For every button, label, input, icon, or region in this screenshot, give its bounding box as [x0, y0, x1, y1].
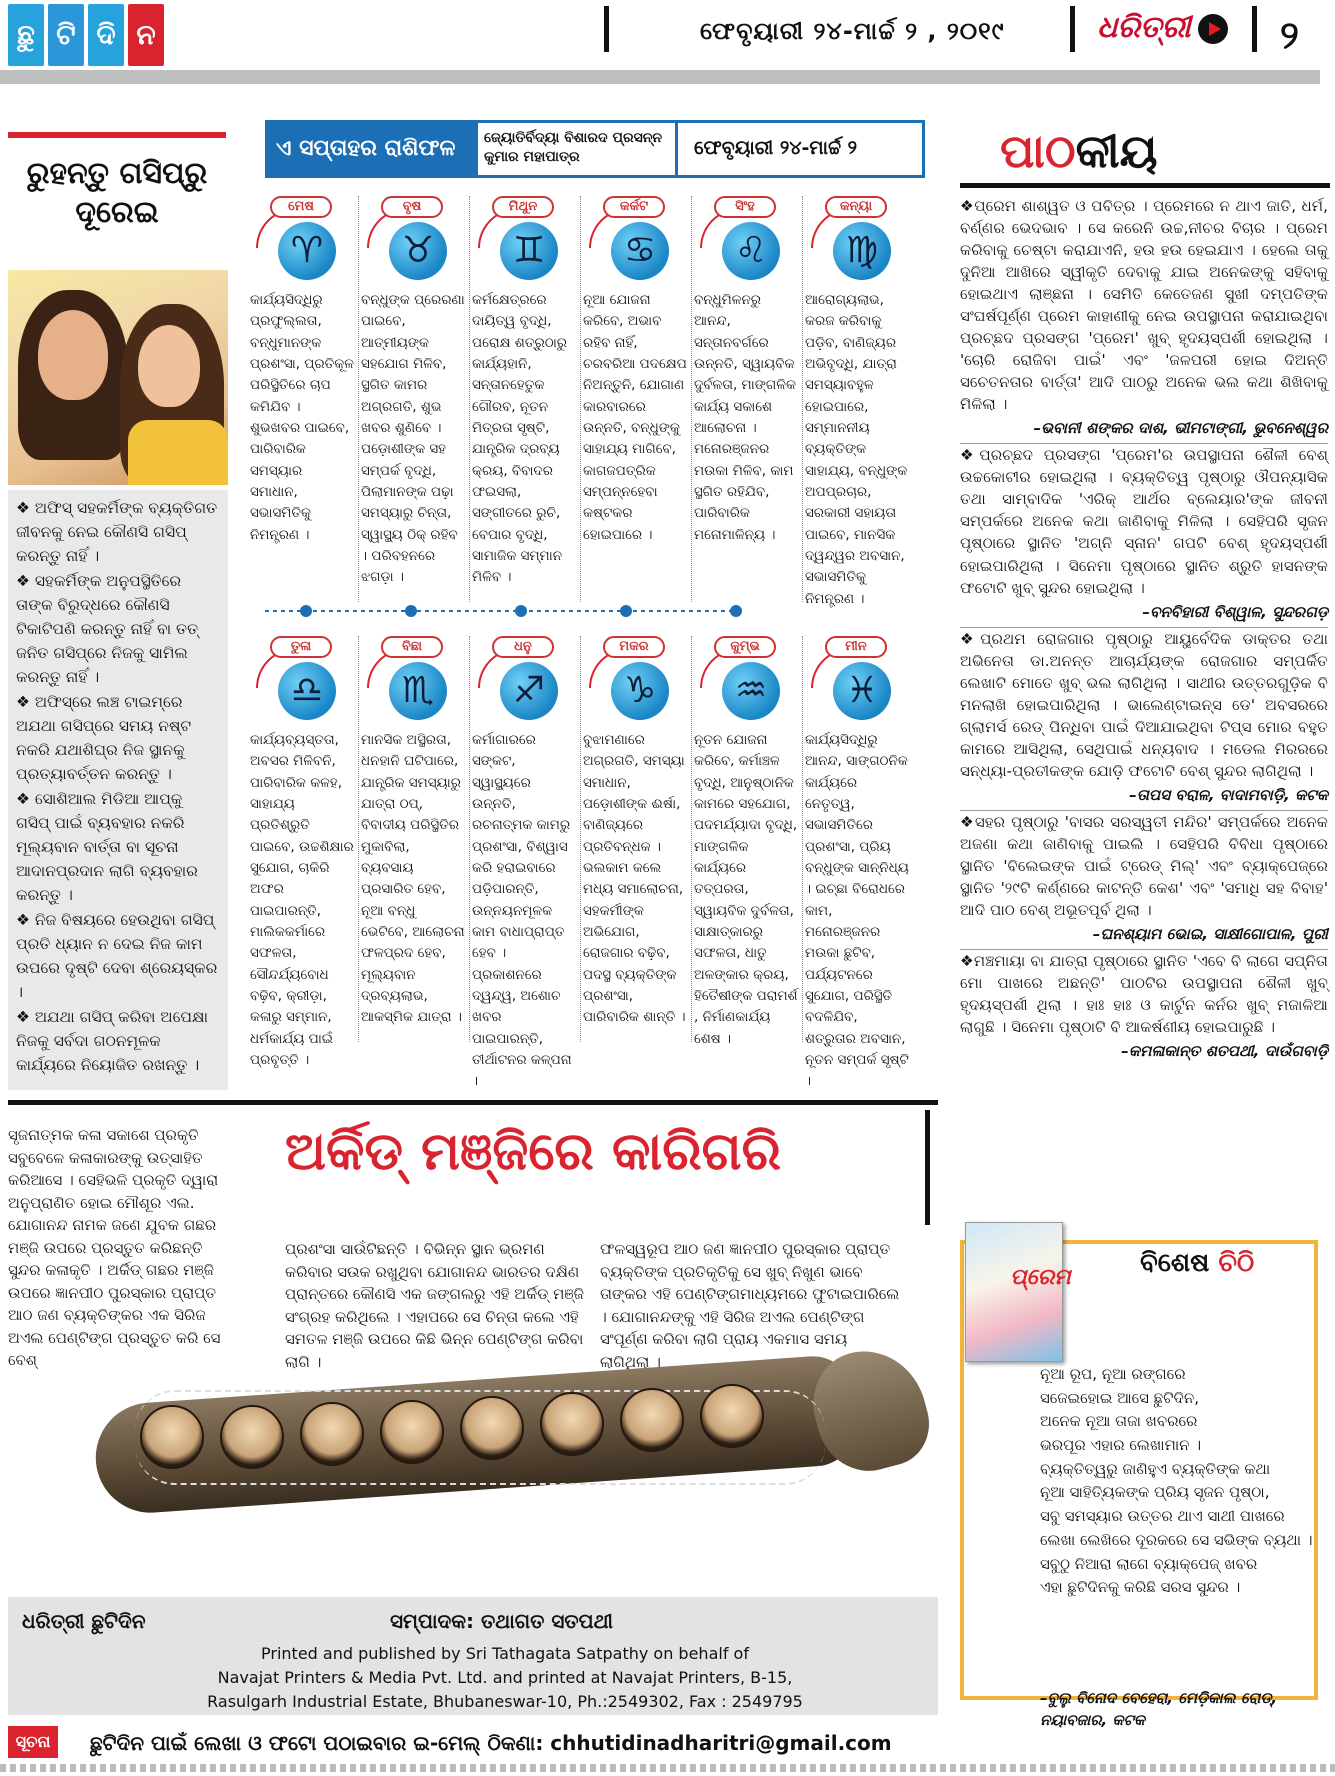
brand-letter: ଛୁ: [8, 4, 44, 66]
sign-text: ମାନସିକ ଅସ୍ଥିରତା, ଧନହାନି ଘଟିପାରେ, ଯାନ୍ତ୍ରିକ ସମସ୍ୟାରୁ ଯାତ୍ରା ଠପ୍, ବିବାଦୀୟ ପରିସ୍ଥିତିର ମୁକାବିଲା, ବ୍ୟବସାୟ ପ୍ରସାରିତ ହେବ, ନୂଆ ବନ୍ଧୁ ଭେଟିବେ, ଆଲୋଚନା ଫଳପ୍ରଦ ହେବ, ମୂଲ୍ୟବାନ ଦ୍ରବ୍ୟଲାଭ, ଆକସ୍ମିକ ଯାତ୍ରା ।: [361, 732, 465, 1026]
poem-line: ନୂଆ ସାହିତ୍ୟିକଙ୍କ ପ୍ରିୟ ସୃଜନ ପୃଷ୍ଠା,: [1040, 1483, 1270, 1502]
sign-text: କାର୍ଯ୍ୟସିଦ୍ଧିରୁ ଆନନ୍ଦ, ସାଙ୍ଗଠନିକ କାର୍ଯ୍ୟରେ ନେତୃତ୍ୱ, ସଭାସମିତିରେ ପ୍ରଶଂସା, ପ୍ରିୟ ବନ୍ଧୁଙ୍କ ସାନ୍ନିଧ୍ୟ । ଇଚ୍ଛା ବିରୋଧରେ କାମ, ମନୋରଞ୍ଜନର ମଉକା ଛୁଟିବ, ପର୍ଯ୍ୟଟନରେ ସୁଯୋଗ, ପରିସ୍ଥିତି ବଦଳିଯିବ, ଶତ୍ରୁତାର ଅବସାନ, ନୂତନ ସମ୍ପର୍କ ସୃଷ୍ଟି ।: [805, 732, 909, 1090]
brand-letter: ଦି: [88, 4, 124, 66]
poem-line: ଅନେକ ନୂଆ ତାଜା ଖବରରେ: [1040, 1412, 1198, 1431]
article-column: ପ୍ରଶଂସା ସାଉଁଟିଛନ୍ତି । ବିଭିନ୍ନ ସ୍ଥାନ ଭ୍ରମଣ କରିବାର ସଉକ ରଖୁଥିବା ଯୋଗାନନ୍ଦ ଭାରତର ଦକ୍ଷିଣ ପ୍ରାନ୍ତରେ କୌଣସି ଏକ ଜଙ୍ଗଲରୁ ଏହି ଅର୍କିଡ୍ ମଞ୍ଜି ସଂଗ୍ରହ କରିଥିଲେ । ଏହାପରେ ସେ ଚିନ୍ତା କଲେ ଏହି ସମତଳ ମଞ୍ଜି ଉପରେ କିଛି ଭିନ୍ନ ପେଣ୍ଟିଙ୍ଗ କରିବା ଲାଗି ।: [285, 1240, 585, 1371]
separator-dot: [515, 605, 527, 617]
poem-line: ଭରପୂର ଏହାର ଲେଖାମାନ ।: [1040, 1436, 1202, 1455]
title-part: ଚିଠି: [1218, 1248, 1255, 1278]
orchid-seed-photo: [95, 1350, 915, 1500]
editor-name: ସମ୍ପାଦକ: ତଥାଗତ ସତପଥୀ: [390, 1609, 613, 1633]
portrait-painting: [220, 1405, 284, 1469]
masthead: [0, 0, 1335, 86]
aquarius-icon: ♒: [722, 662, 780, 720]
article-column: ସୃଜନାତ୍ମକ କଳା ସକାଶେ ପ୍ରକୃତି ସବୁବେଳେ କଳାକାରଙ୍କୁ ଉତ୍ସାହିତ କରିଆସେ । ସେହିଭଳି ପ୍ରକୃତି ଦ୍ୱାରା ଅନୁପ୍ରାଣିତ ହୋଇ ମୌଶୂର ଏଲ. ଯୋଗାନନ୍ଦ ନାମକ ଜଣେ ଯୁବକ ଗଛର ମଞ୍ଜି ଉପରେ ପ୍ରସ୍ତୁତ କରିଛନ୍ତି ସୁନ୍ଦର କଳାକୃତି । ଅର୍କିଡ୍ ଗଛର ମଞ୍ଜି ଉପରେ ଜ୍ଞାନପୀଠ ପୁରସ୍କାର ପ୍ରାପ୍ତ ଆଠ ଜଣ ବ୍ୟକ୍ତିଙ୍କର ଏକ ସିରିଜ ଅଏଲ ପେଣ୍ଟିଙ୍ଗ ପ୍ରସ୍ତୁତ କରି ସେ ବେଶ୍: [8, 1126, 221, 1369]
reader-letter: ❖ପ୍ରଚ୍ଛଦ ପ୍ରସଙ୍ଗ 'ପ୍ରେମ'ର ଉପସ୍ଥାପନା ଶୈଳୀ ବେଶ୍ ଉଚ୍ଚକୋଟୀର ହୋଇଥିଲା । ବ୍ୟକ୍ତିତ୍ୱ ପୃଷ୍ଠାରୁ ଔପନ୍ୟାସିକ ତଥା ସାମ୍ବାଦିକ 'ଏରିକ୍ ଆର୍ଥର ବ୍ଲେୟାର'ଙ୍କ ଜୀବନୀ ସମ୍ପର୍କରେ ଅନେକ କଥା ଜାଣିବାକୁ ମିଳିଲା । ସେହିପରି ସୃଜନ ପୃଷ୍ଠାରେ ସ୍ଥାନିତ 'ଅଗ୍ନି ସ୍ନାନ' ଗପଟି ବେଶ୍ ହୃଦୟସ୍ପର୍ଶୀ ହୋଇପାରିଥିଲା । ସିନେମା ପୃଷ୍ଠାରେ ସ୍ଥାନିତ ଶ୍ରୁତି ହାସନଙ୍କ ଫଟୋଟି ଖୁବ୍ ସୁନ୍ଦର ହୋଇଥିଲା ।: [960, 446, 1328, 597]
letter-signature: –ତାପସ ବରାଳ, ବାଦାମବାଡ଼ି, କଟକ: [1129, 785, 1328, 804]
zodiac-cancer: [581, 196, 692, 602]
poem-line: ଲେଖା ଲେଖିରେ ଦୂରକରେ ସେ ସଭିଙ୍କ ବ୍ୟଥା ।: [1040, 1530, 1313, 1549]
sign-name: କର୍କଟ: [603, 196, 665, 218]
cover-title: ପ୍ରେମ: [1010, 1265, 1071, 1290]
gossip-tip: ❖ ଅଫିସ୍ ସହକର୍ମିଙ୍କ ବ୍ୟକ୍ତିଗତ ଜୀବନକୁ ନେଇ କୌଣସି ଗସିପ୍ କରନ୍ତୁ ନାହିଁ ।: [16, 499, 218, 566]
portrait-painting: [380, 1400, 444, 1464]
divider: [604, 6, 609, 52]
special-letter-title: [1140, 1245, 1254, 1283]
portrait-painting: [620, 1388, 684, 1452]
reader-letter: ❖ପ୍ରଥମ ରୋଜଗାର ପୃଷ୍ଠାରୁ ଆୟୁର୍ବେଦିକ ଡାକ୍ତର ତଥା ଅଭିନେତା ଡା.ଅନନ୍ତ ଆଚାର୍ଯ୍ୟଙ୍କ ରୋଜଗାର ସମ୍ପର୍କିତ ଲେଖାଟି ମୋତେ ଖୁବ୍ ଭଲ ଲାଗିଥିଲା । ସାଥୀର ଉତ୍ତରଗୁଡ଼ିକ ବି ମନଲାଖି ହୋଇପାରିଥିଲା । ଭାଲେଣ୍ଟାଇନ୍ସ ଡେ' ଅବସରରେ ଗ୍ଲାମର୍ସ ରେଡ୍ ପିନ୍ଧିବା ପାଇଁ ଦିଆଯାଇଥିବା ଟିପ୍ସ ମୋର ବହୁତ କାମରେ ଆସିଥିଲା, ସେଥିପାଇଁ ଧନ୍ୟବାଦ । ମଡେଲ ମିରରରେ ସନ୍ଧ୍ୟା-ପ୍ରତୀକଙ୍କ ଯୋଡ଼ି ଫଟୋଟି ବେଶ୍ ସୁନ୍ଦର ଲାଗିଥିଲା ।: [960, 629, 1328, 780]
photo-face: [38, 310, 108, 400]
zodiac-row-2: [248, 636, 918, 1090]
sign-name: ମକର: [603, 636, 665, 658]
zodiac-row-1: [248, 196, 918, 607]
sign-name: ବିଛା: [381, 636, 443, 658]
separator-dot: [300, 605, 312, 617]
zodiac-scorpio: [359, 636, 470, 1042]
letters-rule: [960, 183, 1330, 188]
special-letter-signature: –ବୁଲୁ ବିନୋଦ ବେହେରା, ମେଡ଼ିକାଲ ରୋଡ୍, ନୟାବଜାର, କଟକ: [1040, 1689, 1278, 1729]
zodiac-gemini: [470, 196, 581, 602]
zodiac-pisces: [803, 636, 914, 1090]
newspaper-logo: ଧରିତ୍ରୀ: [1097, 10, 1191, 45]
sign-name: ମୀନ: [825, 636, 887, 658]
gossip-photo: [8, 270, 228, 485]
header-rule: [0, 70, 1320, 84]
title-part: ପାଠ: [1000, 124, 1076, 178]
zodiac-aquarius: [692, 636, 803, 1047]
letter-signature: –ଘନଶ୍ୟାମ ଭୋଇ, ସାକ୍ଷୀଗୋପାଳ, ପୁରୀ: [1092, 925, 1328, 943]
poem-line: ଏହା ଛୁଟିଦିନକୁ କରିଛି ସରସ ସୁନ୍ଦର ।: [1040, 1578, 1241, 1597]
sign-name: ବୃଷ: [381, 196, 443, 218]
footer-rule: [0, 1764, 1335, 1772]
photo-face: [138, 325, 200, 407]
reader-letter: ❖ପ୍ରେମ ଶାଶ୍ୱତ ଓ ପବିତ୍ର । ପ୍ରେମରେ ନ ଥାଏ ଜାତି, ଧର୍ମ, ବର୍ଣ୍ଣର ଭେଦଭାବ । ସେ କରେନି ଉଚ୍ଚ,ନୀଚର ବିଚାର । ପ୍ରେମ କରିବାକୁ ଚେଷ୍ଟା କରାଯାଏନି, ହଉ ହଉ ହେଇଯାଏ । ହେଲେ ତାକୁ ଦୁନିଆ ଆଖିରେ ସ୍ୱୀକୃତି ଦେବାକୁ ଯାଇ ଅନେକଙ୍କୁ ସହିବାକୁ ହୋଇଥାଏ ଲାଞ୍ଛନା । ସେମିତି କେତେଜଣ ସୁଖୀ ଦମ୍ପତିଙ୍କ ସଂଘର୍ଷପୂର୍ଣ୍ଣ ପ୍ରେମ କାହାଣୀକୁ ନେଇ ଉପସ୍ଥାପନା କରାଯାଇଥିବା ପ୍ରଚ୍ଛଦ ପ୍ରସଙ୍ଗ 'ପ୍ରେମ' ଖୁବ୍ ହୃଦୟସ୍ପର୍ଶୀ ହୋଇଥିଲା । 'ଚୋରି ରୋଜିବା ପାଇଁ' ଏବଂ 'ଜଳପରୀ ହୋଇ ଦିଅନ୍ତି ସଚେତନତାର ବାର୍ତ୍ତା' ଆଦି ପାଠରୁ ଅନେକ ଭଲ କଥା ଶିଖିବାକୁ ମିଳିଲା ।: [960, 197, 1328, 414]
separator-dot: [405, 605, 417, 617]
portrait-painting: [300, 1402, 364, 1466]
sign-name: ମେଷ: [270, 196, 332, 218]
sign-name: ତୁଳା: [270, 636, 332, 658]
gossip-tip: ❖ ସହକର୍ମିଙ୍କ ଅନୁପସ୍ଥିତିରେ ତାଙ୍କ ବିରୁଦ୍ଧରେ କୌଣସି ଟିକାଟିପଣି କରନ୍ତୁ ନାହିଁ ବା ତତ୍ ଜନିତ ଗସିପ୍‌ରେ ନିଜକୁ ସାମିଲ କରନ୍ତୁ ନାହିଁ ।: [16, 572, 199, 687]
sign-text: ନୂଆ ଯୋଜନା କରିବେ, ଅଭାବ ରହିବ ନାହିଁ, ଚରବରିଆ ପଦକ୍ଷେପ ନିଅନ୍ତୁନି, ଯୋଗାଣ କାରବାରରେ ଉନ୍ନତି, ବନ୍ଧୁଙ୍କୁ ସାହାଯ୍ୟ ମାଗିବେ, କାଗଜପତ୍ରିକ ସମ୍ପନ୍ନହେବା କଷ୍ଟକର ହୋଇପାରେ ।: [583, 292, 687, 543]
sign-text: କର୍ମାଗାରରେ ସଙ୍କଟ, ସ୍ୱାସ୍ଥ୍ୟରେ ଉନ୍ନତି, ରଚନାତ୍ମକ କାମରୁ ପ୍ରଶଂସା, ବିଶ୍ୱାସ କରି ହରାଇବାରେ ପଡ଼ିପାରନ୍ତି, ଉନ୍ନୟନମୂଳକ କାମ ବାଧାପ୍ରାପ୍ତ ହେବ । ପ୍ରକାଶନରେ ଦ୍ୱନ୍ଦ୍ୱ, ଅଶୋଚ ଖବର ପାଇପାରନ୍ତି, ତୀର୍ଥାଟନର କଳ୍ପନା ।: [472, 732, 572, 1090]
sign-text: କାର୍ଯ୍ୟବ୍ୟସ୍ତତା, ଅବସର ମିଳିବନି, ପାରିବାରିକ କଳହ, ସାହାଯ୍ୟ ପ୍ରତିଶ୍ରୁତି ପାଇବେ, ଉଚ୍ଚଶିକ୍ଷାର ସୁଯୋଗ, ଚାକିରି ଅଫର ପାଇପାରନ୍ତି, ମାଲିକକର୍ମାରେ ସଫଳତା, ସୌନ୍ଦର୍ଯ୍ୟବୋଧ ବଢ଼ିବ, କ୍ରୀଡ଼ା, କଳାରୁ ସମ୍ମାନ, ଧର୍ମକାର୍ଯ୍ୟ ପାଇଁ ପ୍ରବୃତ୍ତି ।: [250, 732, 354, 1068]
gossip-title: ରୁହନ୍ତୁ ଗସିପ୍‌ରୁ ଦୂରେଇ: [8, 132, 226, 252]
imprint-text: [175, 1642, 835, 1714]
zodiac-aries: [248, 196, 359, 602]
aries-icon: ♈: [278, 222, 336, 280]
reader-letter: ❖ସହର ପୃଷ୍ଠାରୁ 'ବାସର ସରସ୍ୱତୀ ମନ୍ଦିର' ସମ୍ପର୍କରେ ଅନେକ ଅଜଣା କଥା ଜାଣିବାକୁ ପାଇଲି । ସେହିପରି ବିବିଧା ପୃଷ୍ଠାରେ ସ୍ଥାନିତ 'ବିଲେଇଙ୍କ ପାଇଁ ଟ୍ରେଡ୍ ମିଲ୍' ଏବଂ ବ୍ୟାକ୍‌ପେଜ୍‌ରେ ସ୍ଥାନିତ '୨୯ଟି କର୍ଣ୍ଣରେ କାଟନ୍ତି କେଶ' ଏବଂ 'ସମାଧି ସହ ବିବାହ' ଆଦି ପାଠ ବେଶ୍ ଅଭୂତପୂର୍ବ ଥିଲା ।: [960, 812, 1328, 919]
gossip-tip: ❖ ନିଜ ବିଷୟରେ ହେଉଥିବା ଗସିପ୍ ପ୍ରତି ଧ୍ୟାନ ନ ଦେଇ ନିଜ କାମ ଉପରେ ଦୃଷ୍ଟି ଦେବା ଶ୍ରେୟସ୍କର ।: [16, 911, 218, 1002]
play-icon: [1198, 14, 1228, 44]
portrait-painting: [700, 1384, 764, 1448]
portrait-painting: [140, 1405, 204, 1469]
gossip-tips: [8, 490, 228, 1090]
dotted-separator: [265, 610, 745, 612]
article-title-bar: [925, 1110, 930, 1225]
rashifal-dates: ଫେବୃୟାରୀ ୨୪-ମାର୍ଚ୍ଚ ୨: [694, 137, 858, 160]
letters-list: [960, 195, 1328, 1066]
page-number: ୨: [1280, 13, 1299, 57]
sign-text: ବନ୍ଧୁମିଳନରୁ ଆନନ୍ଦ, ସନ୍ତାନବର୍ଗରେ ଉନ୍ନତି, ସ୍ୱାୟବିକ ଦୁର୍ବଳତା, ମାଙ୍ଗଳିକ କାର୍ଯ୍ୟ ସକାଶେ ଆଲୋଚନା । ମନୋରଞ୍ଜନର ମଉକା ମିଳିବ, କାମ ସ୍ଥଗିତ ରହିଯିବ, ପାରିବାରିକ ମନୋମାଳିନ୍ୟ ।: [694, 292, 797, 543]
divider: [1252, 6, 1257, 52]
gossip-tip: ❖ ଅଯଥା ଗସିପ୍ କରିବା ଅପେକ୍ଷା ନିଜକୁ ସର୍ବଦା ଗଠନମୂଳକ କାର୍ଯ୍ୟରେ ନିୟୋଜିତ ରଖନ୍ତୁ ।: [16, 1008, 209, 1075]
special-letter-poem: [1040, 1363, 1320, 1600]
brand-letter: ଟି: [48, 4, 84, 66]
sign-name: କନ୍ୟା: [825, 196, 887, 218]
sign-text: ଆରୋଗ୍ୟଲାଭ, କରଜ କରିବାକୁ ପଡ଼ିବ, ବାଣିଜ୍ୟର ଅଭିବୃଦ୍ଧି, ଯାତ୍ରା ସମସ୍ୟାବହୁଳ ହୋଇପାରେ, ସମ୍ମାନନୀୟ ବ୍ୟକ୍ତିଙ୍କ ସାହାଯ୍ୟ, ବନ୍ଧୁଙ୍କ ଅପପ୍ରଚାର, ସରକାରୀ ସହାୟତା ପାଇବେ, ମାନସିକ ଦ୍ୱନ୍ଦ୍ୱର ଅବସାନ, ସଭାସମିତିକୁ ନିମନ୍ତ୍ରଣ ।: [805, 292, 908, 607]
sign-text: ନୂତନ ଯୋଜନା କରିବେ, କର୍ମାଞ୍ଚଳ ବୃଦ୍ଧି, ଆନୁଷ୍ଠାନିକ କାମରେ ସହଯୋଗ, ପଦମର୍ଯ୍ୟାଦା ବୃଦ୍ଧି, ମାଙ୍ଗଳିକ କାର୍ଯ୍ୟରେ ତତ୍ପରତା, ସ୍ୱାୟବିକ ଦୁର୍ବଳତା, ସାକ୍ଷାତ୍କାରରୁ ସଫଳତା, ଧାତୁ ଅଳଙ୍କାର କ୍ରୟ, ହିତୈଷୀଙ୍କ ପରାମର୍ଶ , ନିର୍ମାଣକାର୍ଯ୍ୟ ଶେଷ ।: [694, 732, 798, 1047]
portrait-painting: [540, 1392, 604, 1456]
letter-signature: –ବନବିହାରୀ ବିଶ୍ୱାଳ, ସୁନ୍ଦରଗଡ଼: [1142, 602, 1328, 621]
reader-letter: ❖ମଞ୍ଚମାୟା ବା ଯାତ୍ରା ପୃଷ୍ଠାରେ ସ୍ଥାନିତ 'ଏବେ ବି ଲାଗେ ସପ୍ନିତା ମୋ ପାଖରେ ଅଛନ୍ତି' ପାଠଟିର ଉପସ୍ଥାପନା ଶୈଳୀ ଖୁବ୍ ହୃଦୟସ୍ପର୍ଶୀ ଥିଲା । ହାଃ ହାଃ ଓ କାର୍ଟୁନ କର୍ନର ଖୁବ୍ ମଜାଳିଆ ଲାଗୁଛି । ସିନେମା ପୃଷ୍ଠାଟି ବି ଆକର୍ଷଣୀୟ ହୋଇପାରୁଛି ।: [960, 952, 1328, 1037]
article-title: ଅର୍କିଡ୍ ମଞ୍ଜିରେ କାରିଗରି: [285, 1122, 781, 1182]
letters-section-title: [1000, 118, 1158, 185]
poem-line: ନୂଆ ରୂପ, ନୂଆ ରଙ୍ଗରେ: [1040, 1365, 1186, 1383]
zodiac-leo: [692, 196, 803, 602]
brand-logo: [8, 4, 164, 66]
sign-name: ମିଥୁନ: [492, 196, 554, 218]
poem-line: ବ୍ୟକ୍ତିତ୍ୱରୁ ଜାଣିହୁଏ ବ୍ୟକ୍ତିଙ୍କ କଥା: [1040, 1459, 1271, 1478]
notice-label: ସୂଚନା: [8, 1726, 58, 1758]
zodiac-sagittarius: [470, 636, 581, 1090]
zodiac-libra: [248, 636, 359, 1068]
title-part: କୀୟ: [1075, 124, 1158, 178]
sign-text: କର୍ମକ୍ଷେତ୍ରରେ ଦାୟିତ୍ୱ ବୃଦ୍ଧି, ପରୋକ୍ଷ ଶତ୍ରୁଠାରୁ କାର୍ଯ୍ୟହାନି, ସନ୍ତାନହେତୁକ ଗୌରବ, ନୂତନ ମିତ୍ରତା ସୃଷ୍ଟି, ଯାନ୍ତ୍ରିକ ଦ୍ରବ୍ୟ କ୍ରୟ, ବିବାଦର ଫଇସଲା, ସଙ୍ଗୀତରେ ରୁଚି, ବେପାର ବୃଦ୍ଧି, ସାମାଜିକ ସମ୍ମାନ ମିଳିବ ।: [472, 292, 568, 586]
imprint-line: Printed and published by Sri Tathagata Satpathy on behalf of: [261, 1644, 749, 1663]
poem-line: ସବୁ ସମସ୍ୟାର ଉତ୍ତର ଥାଏ ସାଥୀ ପାଖରେ: [1040, 1507, 1285, 1526]
title-part: ବିଶେଷ: [1140, 1248, 1210, 1278]
taurus-icon: ♉: [389, 222, 447, 280]
publication-name: ଧରିତ୍ରୀ ଛୁଟିଦିନ: [22, 1609, 146, 1633]
rashifal-title: ଏ ସପ୍ତାହର ରାଶିଫଳ: [268, 123, 478, 175]
sign-text: ବନ୍ଧୁଙ୍କ ପ୍ରେରଣା ପାଇବେ, ଆତ୍ମୀୟଙ୍କ ସହଯୋଗ ମିଳିବ, ସ୍ଥଗିତ କାମର ଅଗ୍ରଗତି, ଶୁଭ ଖବର ଶୁଣିବେ । ପଡ଼ୋଶୀଙ୍କ ସହ ସମ୍ପର୍କ ବୃଦ୍ଧି, ପିଲାମାନଙ୍କ ପଢ଼ା ସମସ୍ୟାରୁ ଚିନ୍ତା, ସ୍ୱାସ୍ଥ୍ୟ ଠିକ୍ ରହିବ । ପରିବହନରେ ଝଗଡ଼ା ।: [361, 292, 465, 586]
poem-line: ସଜେଇହୋଇ ଆସେ ଛୁଟିଦିନ,: [1040, 1388, 1199, 1407]
sign-text: ବୁଝାମଣାରେ ଅଗ୍ରଗତି, ସମସ୍ୟା ସମାଧାନ, ପଡ଼ୋଶୀଙ୍କ ଈର୍ଷା, ବାଣିଜ୍ୟରେ ପ୍ରତିବନ୍ଧକ । ଭଲକାମ କଲେ ମଧ୍ୟ ସମାଲୋଚନା, ସହକର୍ମୀଙ୍କ ଅଭିଯୋଗ, ରୋଜଗାର ବଢ଼ିବ, ପଦସ୍ଥ ବ୍ୟକ୍ତିଙ୍କ ପ୍ରଶଂସା, ପାରିବାରିକ ଶାନ୍ତି ।: [583, 732, 686, 1026]
article-rule: [8, 1100, 938, 1105]
sagittarius-icon: ♐: [500, 662, 558, 720]
sign-name: ସିଂହ: [714, 196, 776, 218]
imprint-line: Rasulgarh Industrial Estate, Bhubaneswar-10, Ph.:2549302, Fax : 2549795: [207, 1692, 803, 1711]
gemini-icon: ♊: [500, 222, 558, 280]
libra-icon: ♎: [278, 662, 336, 720]
pisces-icon: ♓: [833, 662, 891, 720]
zodiac-taurus: [359, 196, 470, 602]
letter-signature: –ଭବାନୀ ଶଙ୍କର ଦାଶ, ଭୀମଟାଙ୍ଗୀ, ଭୁବନେଶ୍ୱର: [1033, 419, 1328, 438]
issue-date: ଫେବୃୟାରୀ ୨୪-ମାର୍ଚ୍ଚ ୨ , ୨୦୧୯: [700, 17, 1005, 45]
leo-icon: ♌: [722, 222, 780, 280]
poem-line: ସବୁଠୁ ନିଆରା ଲାଗେ ବ୍ୟାକ୍‌ପେଜ୍ ଖବର: [1040, 1554, 1258, 1573]
letter-signature: –କମଳାକାନ୍ତ ଶତପଥୀ, ଦାଉଁଗବାଡ଼ି: [1121, 1042, 1328, 1061]
cancer-icon: ♋: [611, 222, 669, 280]
article-column: ଫଳସ୍ୱରୂପ ଆଠ ଜଣ ଜ୍ଞାନପୀଠ ପୁରସ୍କାର ପ୍ରାପ୍ତ ବ୍ୟକ୍ତିଙ୍କ ପ୍ରତିକୃତିକୁ ସେ ଖୁବ୍ ନିଖୁଣ ଭାବେ ତାଙ୍କର ଏହି ପେଣ୍ଟିଙ୍ଗମାଧ୍ୟମରେ ଫୁଟାଇପାରିଲେ । ଯୋଗାନନ୍ଦଙ୍କୁ ଏହି ସିରିଜ ଅଏଲ ପେଣ୍ଟିଙ୍ଗ ସଂପୂର୍ଣ୍ଣ କରିବା ଲାଗି ପ୍ରାୟ ଏକମାସ ସମୟ ଲାଗିଥିଲା ।: [600, 1240, 900, 1371]
contact-email[interactable]: ଛୁଟିଦିନ ପାଇଁ ଲେଖା ଓ ଫଟୋ ପଠାଇବାର ଇ-ମେଲ୍ ଠିକଣା: chhutidinadharitri@gmail.com: [90, 1731, 892, 1755]
sign-name: କୁମ୍ଭ: [714, 636, 776, 658]
brand-letter: ନ: [128, 4, 164, 66]
zodiac-virgo: [803, 196, 914, 607]
sign-text: କାର୍ଯ୍ୟସିଦ୍ଧିରୁ ପ୍ରଫୁଲ୍ଲତା, ବନ୍ଧୁମାନଙ୍କ ପ୍ରଶଂସା, ପ୍ରତିକୂଳ ପରିସ୍ଥିତିରେ ଚାପ କମିଯିବ । ଶୁଭଖବର ପାଇବେ, ପାରିବାରିକ ସମସ୍ୟାର ସମାଧାନ, ସଭାସମିତିକୁ ନିମନ୍ତ୍ରଣ ।: [250, 292, 354, 543]
scorpio-icon: ♏: [389, 662, 447, 720]
separator-dot: [730, 605, 742, 617]
gossip-tip: ❖ ସୋଶିଆଲ ମିଡିଆ ଆପ୍‌କୁ ଗସିପ୍ ପାଇଁ ବ୍ୟବହାର ନକରି ମୂଲ୍ୟବାନ ବାର୍ତ୍ତା ବା ସୂଚନା ଆଦାନପ୍ରଦାନ ଲାଗି ବ୍ୟବହାର କରନ୍ତୁ ।: [16, 790, 198, 905]
portrait-painting: [460, 1396, 524, 1460]
divider: [1070, 6, 1075, 52]
imprint-line: Navajat Printers & Media Pvt. Ltd. and printed at Navajat Printers, B-15,: [217, 1668, 793, 1687]
zodiac-capricorn: [581, 636, 692, 1042]
photo-shirt: [128, 420, 228, 485]
gossip-tip: ❖ ଅଫିସ୍‌ରେ ଲଞ୍ଚ ଟାଇମ୍‌ରେ ଅଯଥା ଗସିପ୍‌ରେ ସମୟ ନଷ୍ଟ ନକରି ଯଥାଶିଘ୍ର ନିଜ ସ୍ଥାନକୁ ପ୍ରତ୍ୟାବର୍ତ୍ତନ କରନ୍ତୁ ।: [16, 693, 192, 784]
virgo-icon: ♍: [833, 222, 891, 280]
capricorn-icon: ♑: [611, 662, 669, 720]
sign-name: ଧନୁ: [492, 636, 554, 658]
separator-dot: [620, 605, 632, 617]
astrologer-name: ଜ୍ୟୋତିର୍ବିଦ୍ୟା ବିଶାରଦ ପ୍ରସନ୍ନ କୁମାର ମହାପାତ୍ର: [478, 123, 678, 175]
rashifal-header: [265, 120, 925, 178]
